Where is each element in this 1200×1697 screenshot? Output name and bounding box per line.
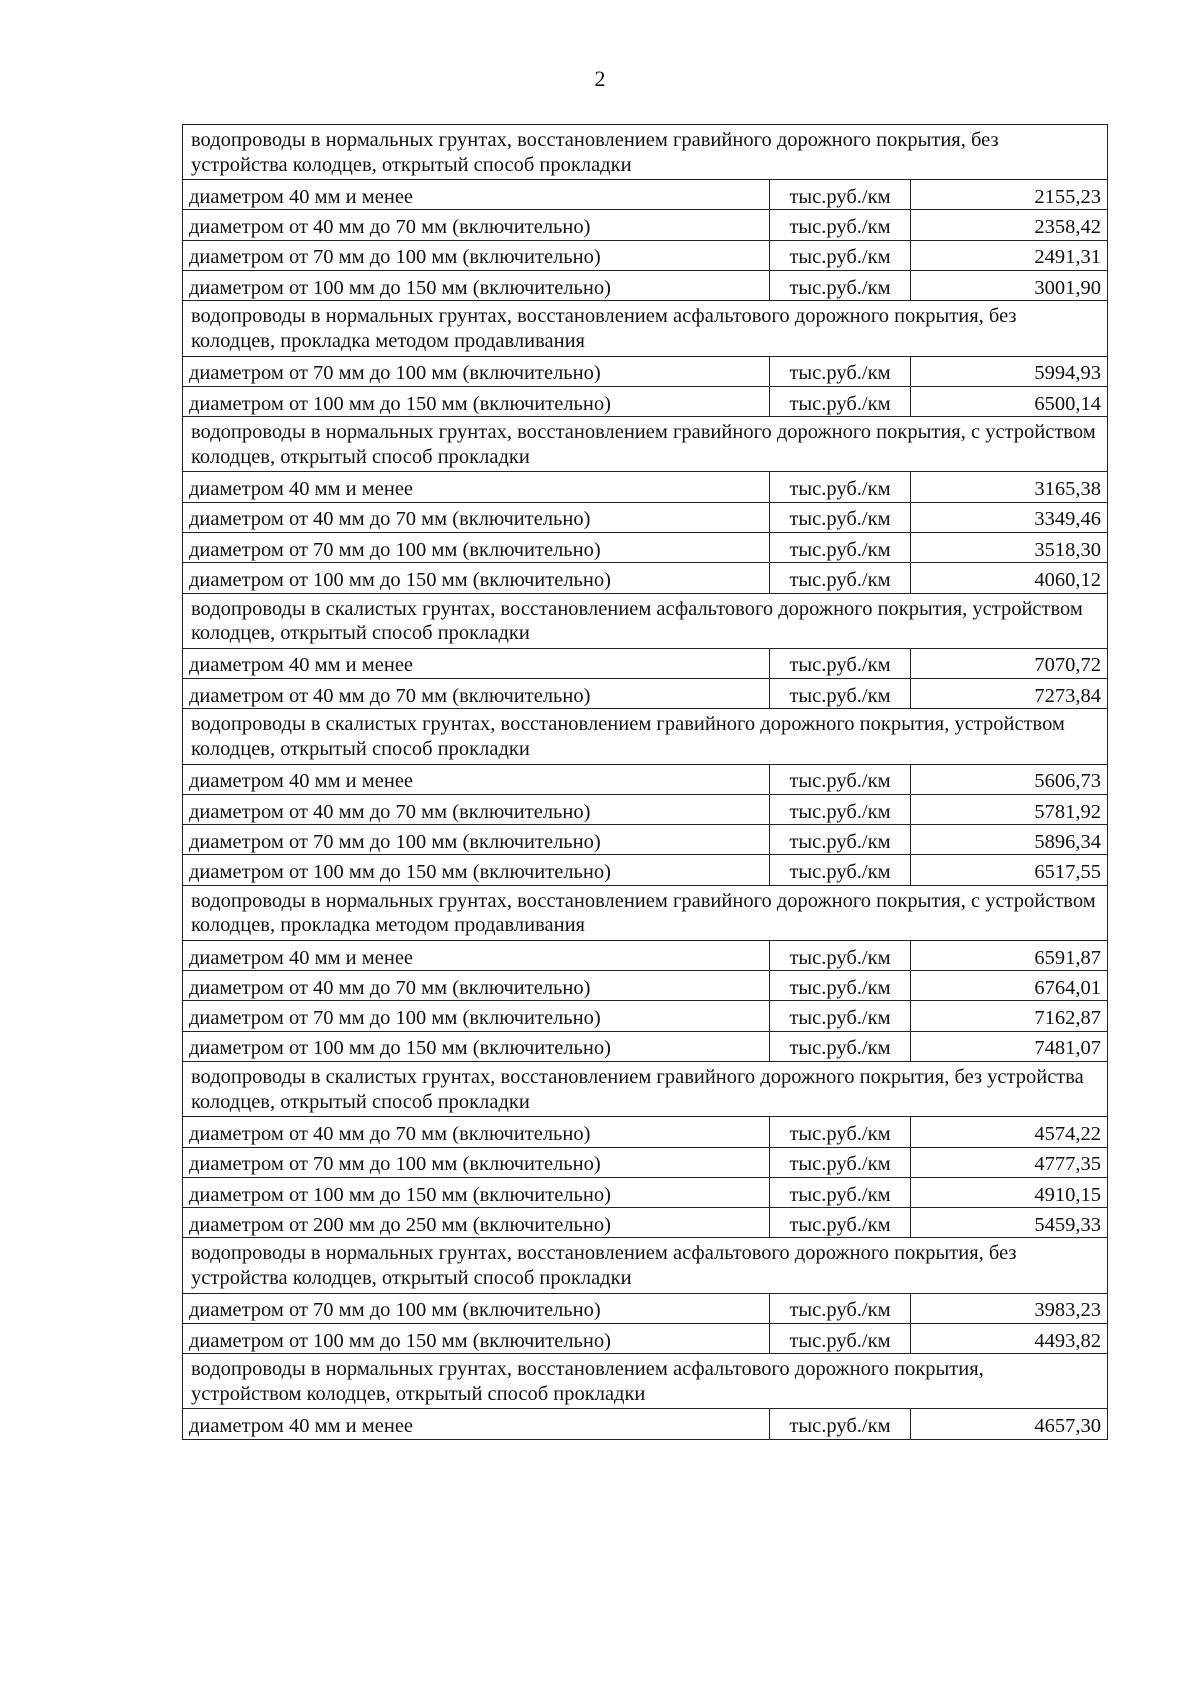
price-cell: 5994,93	[911, 356, 1108, 386]
unit-cell: тыс.руб./км	[770, 502, 911, 532]
table-row	[183, 648, 1108, 678]
unit-cell: тыс.руб./км	[770, 971, 911, 1001]
unit-cell: тыс.руб./км	[770, 1409, 911, 1439]
unit-cell: тыс.руб./км	[770, 855, 911, 885]
diameter-cell: диаметром от 40 мм до 70 мм (включительно)	[183, 679, 770, 709]
diameter-cell: диаметром от 100 мм до 150 мм (включительно)	[183, 855, 770, 885]
table-row	[183, 1177, 1108, 1207]
unit-cell: тыс.руб./км	[770, 764, 911, 794]
unit-cell: тыс.руб./км	[770, 940, 911, 970]
table-row	[183, 825, 1108, 855]
diameter-cell: диаметром от 40 мм до 70 мм (включительно)	[183, 794, 770, 824]
table-row	[183, 532, 1108, 562]
price-cell: 4493,82	[911, 1323, 1108, 1353]
section-header-row	[183, 301, 1108, 356]
price-cell: 7273,84	[911, 679, 1108, 709]
diameter-cell: диаметром от 40 мм до 70 мм (включительно)	[183, 502, 770, 532]
table-row	[183, 1117, 1108, 1147]
table-row	[183, 1147, 1108, 1177]
table-row	[183, 210, 1108, 240]
section-header-row	[183, 1238, 1108, 1293]
section-header-row	[183, 1354, 1108, 1409]
table-row	[183, 940, 1108, 970]
table-row	[183, 855, 1108, 885]
unit-cell: тыс.руб./км	[770, 794, 911, 824]
page-number: 2	[594, 66, 606, 91]
table-row	[183, 1001, 1108, 1031]
table-row	[183, 271, 1108, 301]
section-title: водопроводы в скалистых грунтах, восстановлением гравийного дорожного покрытия, устройством колодцев, открытый способ прокладки	[183, 709, 1108, 764]
table-row	[183, 1293, 1108, 1323]
price-cell: 4060,12	[911, 563, 1108, 593]
price-cell: 4657,30	[911, 1409, 1108, 1439]
section-title: водопроводы в нормальных грунтах, восстановлением гравийного дорожного покрытия, без устройства колодцев, открытый способ прокладки	[183, 125, 1108, 180]
diameter-cell: диаметром от 70 мм до 100 мм (включительно)	[183, 1293, 770, 1323]
diameter-cell: диаметром от 70 мм до 100 мм (включительно)	[183, 532, 770, 562]
diameter-cell: диаметром от 100 мм до 150 мм (включительно)	[183, 271, 770, 301]
diameter-cell: диаметром от 200 мм до 250 мм (включительно)	[183, 1208, 770, 1238]
price-cell: 4777,35	[911, 1147, 1108, 1177]
unit-cell: тыс.руб./км	[770, 563, 911, 593]
table-row	[183, 180, 1108, 210]
table-row	[183, 240, 1108, 270]
diameter-cell: диаметром 40 мм и менее	[183, 764, 770, 794]
diameter-cell: диаметром от 100 мм до 150 мм (включительно)	[183, 1177, 770, 1207]
table-row	[183, 1031, 1108, 1061]
diameter-cell: диаметром 40 мм и менее	[183, 940, 770, 970]
table-row	[183, 472, 1108, 502]
diameter-cell: диаметром от 70 мм до 100 мм (включительно)	[183, 825, 770, 855]
unit-cell: тыс.руб./км	[770, 1031, 911, 1061]
section-title: водопроводы в нормальных грунтах, восстановлением гравийного дорожного покрытия, с устройством колодцев, открытый способ прокладки	[183, 417, 1108, 472]
section-header-row	[183, 417, 1108, 472]
table-row	[183, 971, 1108, 1001]
unit-cell: тыс.руб./км	[770, 271, 911, 301]
price-cell: 3983,23	[911, 1293, 1108, 1323]
diameter-cell: диаметром 40 мм и менее	[183, 648, 770, 678]
diameter-cell: диаметром от 70 мм до 100 мм (включительно)	[183, 1001, 770, 1031]
price-cell: 6500,14	[911, 386, 1108, 416]
diameter-cell: диаметром от 70 мм до 100 мм (включительно)	[183, 356, 770, 386]
price-cell: 3518,30	[911, 532, 1108, 562]
price-cell: 2155,23	[911, 180, 1108, 210]
price-cell: 5781,92	[911, 794, 1108, 824]
section-title: водопроводы в нормальных грунтах, восстановлением гравийного дорожного покрытия, с устройством колодцев, прокладка методом продавливания	[183, 885, 1108, 940]
unit-cell: тыс.руб./км	[770, 180, 911, 210]
price-cell: 4574,22	[911, 1117, 1108, 1147]
unit-cell: тыс.руб./км	[770, 356, 911, 386]
section-header-row	[183, 1062, 1108, 1117]
tariff-table	[182, 124, 1108, 1440]
price-cell: 6517,55	[911, 855, 1108, 885]
diameter-cell: диаметром от 100 мм до 150 мм (включительно)	[183, 386, 770, 416]
price-cell: 7162,87	[911, 1001, 1108, 1031]
diameter-cell: диаметром от 100 мм до 150 мм (включительно)	[183, 1323, 770, 1353]
table-row	[183, 1409, 1108, 1439]
section-header-row	[183, 125, 1108, 180]
table-row	[183, 1323, 1108, 1353]
section-title: водопроводы в скалистых грунтах, восстановлением асфальтового дорожного покрытия, устройством колодцев, открытый способ прокладки	[183, 593, 1108, 648]
section-header-row	[183, 885, 1108, 940]
table-row	[183, 679, 1108, 709]
unit-cell: тыс.руб./км	[770, 1208, 911, 1238]
price-cell: 7481,07	[911, 1031, 1108, 1061]
unit-cell: тыс.руб./км	[770, 1001, 911, 1031]
price-cell: 3001,90	[911, 271, 1108, 301]
diameter-cell: диаметром от 40 мм до 70 мм (включительно)	[183, 971, 770, 1001]
unit-cell: тыс.руб./км	[770, 386, 911, 416]
unit-cell: тыс.руб./км	[770, 1293, 911, 1323]
price-cell: 5606,73	[911, 764, 1108, 794]
unit-cell: тыс.руб./км	[770, 679, 911, 709]
price-cell: 3349,46	[911, 502, 1108, 532]
unit-cell: тыс.руб./км	[770, 1323, 911, 1353]
diameter-cell: диаметром от 40 мм до 70 мм (включительно)	[183, 210, 770, 240]
diameter-cell: диаметром от 70 мм до 100 мм (включительно)	[183, 240, 770, 270]
price-cell: 3165,38	[911, 472, 1108, 502]
section-title: водопроводы в нормальных грунтах, восстановлением асфальтового дорожного покрытия, устройством колодцев, открытый способ прокладки	[183, 1354, 1108, 1409]
price-cell: 6591,87	[911, 940, 1108, 970]
unit-cell: тыс.руб./км	[770, 532, 911, 562]
unit-cell: тыс.руб./км	[770, 210, 911, 240]
unit-cell: тыс.руб./км	[770, 1147, 911, 1177]
table-row	[183, 764, 1108, 794]
unit-cell: тыс.руб./км	[770, 240, 911, 270]
unit-cell: тыс.руб./км	[770, 472, 911, 502]
diameter-cell: диаметром 40 мм и менее	[183, 180, 770, 210]
diameter-cell: диаметром от 40 мм до 70 мм (включительно)	[183, 1117, 770, 1147]
section-title: водопроводы в скалистых грунтах, восстановлением гравийного дорожного покрытия, без устройства колодцев, открытый способ прокладки	[183, 1062, 1108, 1117]
diameter-cell: диаметром от 100 мм до 150 мм (включительно)	[183, 1031, 770, 1061]
diameter-cell: диаметром от 100 мм до 150 мм (включительно)	[183, 563, 770, 593]
unit-cell: тыс.руб./км	[770, 1177, 911, 1207]
table-row	[183, 1208, 1108, 1238]
price-cell: 7070,72	[911, 648, 1108, 678]
price-cell: 2358,42	[911, 210, 1108, 240]
section-header-row	[183, 593, 1108, 648]
table-row	[183, 502, 1108, 532]
unit-cell: тыс.руб./км	[770, 648, 911, 678]
table-row	[183, 563, 1108, 593]
price-cell: 4910,15	[911, 1177, 1108, 1207]
table-row	[183, 356, 1108, 386]
section-header-row	[183, 709, 1108, 764]
diameter-cell: диаметром 40 мм и менее	[183, 472, 770, 502]
price-cell: 5459,33	[911, 1208, 1108, 1238]
price-cell: 5896,34	[911, 825, 1108, 855]
price-cell: 6764,01	[911, 971, 1108, 1001]
unit-cell: тыс.руб./км	[770, 825, 911, 855]
section-title: водопроводы в нормальных грунтах, восстановлением асфальтового дорожного покрытия, без устройства колодцев, открытый способ прокладки	[183, 1238, 1108, 1293]
diameter-cell: диаметром от 70 мм до 100 мм (включительно)	[183, 1147, 770, 1177]
price-cell: 2491,31	[911, 240, 1108, 270]
unit-cell: тыс.руб./км	[770, 1117, 911, 1147]
diameter-cell: диаметром 40 мм и менее	[183, 1409, 770, 1439]
table-row	[183, 386, 1108, 416]
table-row	[183, 794, 1108, 824]
section-title: водопроводы в нормальных грунтах, восстановлением асфальтового дорожного покрытия, без колодцев, прокладка методом продавливания	[183, 301, 1108, 356]
